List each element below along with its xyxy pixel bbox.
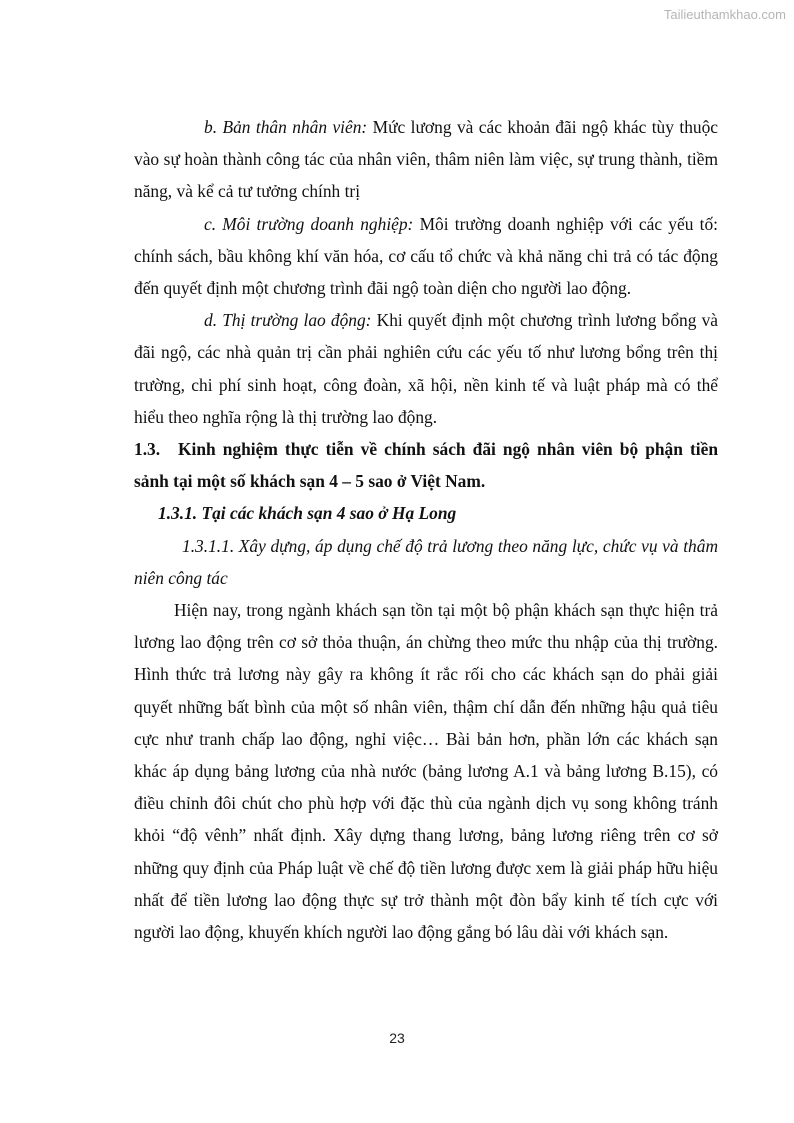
section-number: 1.3.	[134, 439, 161, 460]
paragraph-employee-factor	[134, 111, 718, 208]
paragraph-labor-market	[134, 304, 718, 433]
paragraph-text: Khi quyết định một chương trình lương bổng và đãi ngộ, các nhà quản trị cần phải nghiên cứu các yếu tố như lương bổng trên thị trường, chi phí sinh hoạt, công đoàn, xã hội, nền kinh tế và luật pháp mà có thể hiểu theo nghĩa rộng là thị trường lao động.	[134, 310, 718, 427]
paragraph-text: Mức lương và các khoản đãi ngộ khác tùy thuộc vào sự hoàn thành công tác của nhân viên, thâm niên làm việc, sự trung thành, tiềm năng, và kể cả tư tưởng chính trị	[134, 117, 718, 202]
section-title: Kinh nghiệm thực tiễn về chính sách đãi ngộ nhân viên bộ phận tiền sảnh tại một số khách sạn 4 – 5 sao ở Việt Nam.	[134, 439, 718, 492]
subsubsection-heading: 1.3.1.1. Xây dựng, áp dụng chế độ trả lương theo năng lực, chức vụ và thâm niên công tác	[134, 535, 718, 588]
document-body	[134, 111, 718, 948]
paragraph-label: d. Thị trường lao động:	[204, 310, 372, 331]
section-heading	[134, 433, 718, 497]
watermark: Tailieuthamkhao.com	[663, 7, 786, 22]
paragraph-label: c. Môi trường doanh nghiệp:	[204, 213, 414, 234]
subsection-heading: 1.3.1. Tại các khách sạn 4 sao ở Hạ Long	[158, 503, 457, 524]
body-paragraph: Hiện nay, trong ngành khách sạn tồn tại một bộ phận khách sạn thực hiện trả lương lao động trên cơ sở thỏa thuận, án chừng theo mức thu nhập của thị trường. Hình thức trả lương này gây ra không ít rắc rối cho các khách sạn do phải giải quyết những bất bình của một số nhân viên, thậm chí dẫn đến những hậu quả tiêu cực như tranh chấp lao động, nghỉ việc… Bài bản hơn, phần lớn các khách sạn khác áp dụng bảng lương của nhà nước (bảng lương A.1 và bảng lương B.15), có điều chỉnh đôi chút cho phù hợp với đặc thù của ngành dịch vụ song không tránh khỏi “độ vênh” nhất định. Xây dựng thang lương, bảng lương riêng trên cơ sở những quy định của Pháp luật về chế độ tiền lương được xem là giải pháp hữu hiệu nhất để tiền lương lao động thực sự trở thành một đòn bẩy kinh tế tích cực với người lao động, khuyến khích người lao động gắng bó lâu dài với khách sạn.	[134, 600, 718, 943]
paragraph-text: Môi trường doanh nghiệp với các yếu tố: chính sách, bầu không khí văn hóa, cơ cấu tổ chức và khả năng chi trả có tác động đến quyết định một chương trình đãi ngộ toàn diện cho người lao động.	[134, 213, 718, 299]
paragraph-label: b. Bản thân nhân viên:	[204, 117, 368, 137]
paragraph-business-environment	[134, 208, 718, 305]
page-number: 23	[389, 1030, 405, 1046]
